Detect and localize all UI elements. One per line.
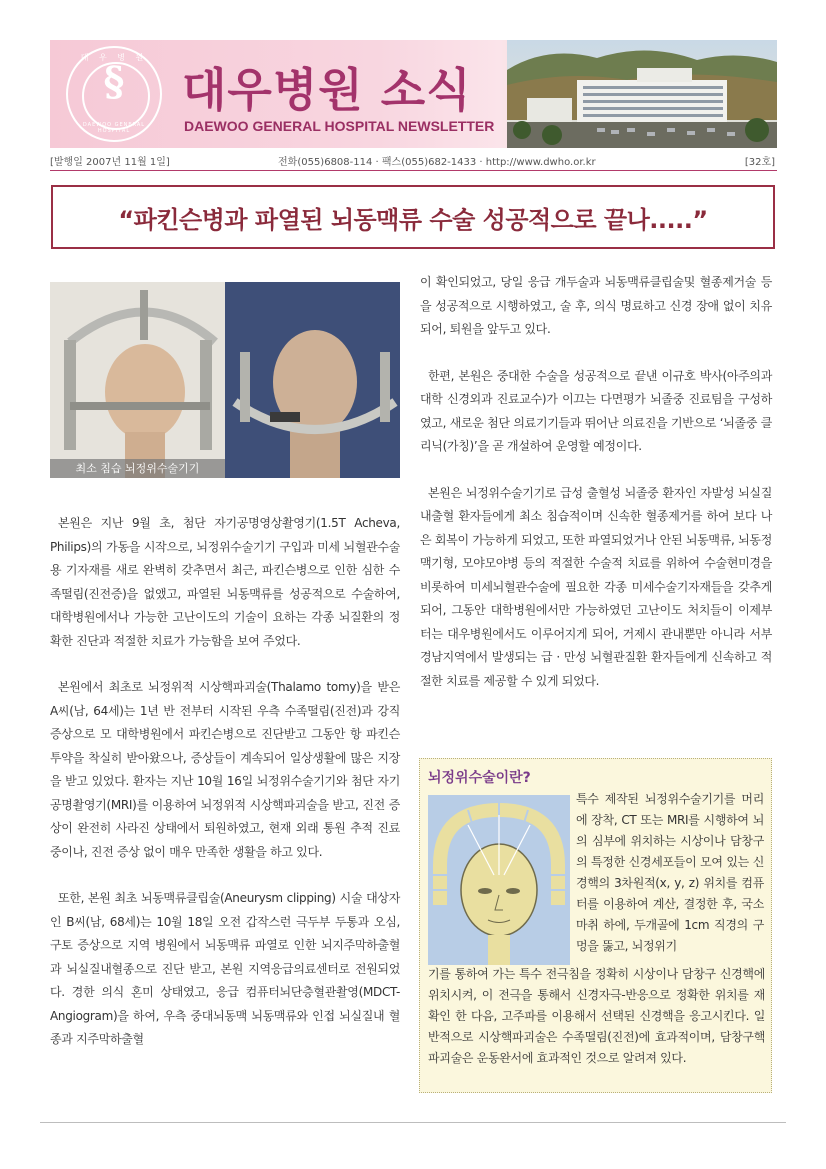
stereotactic-head-diagram bbox=[428, 795, 570, 965]
article-paragraph: 본원에서 최초로 뇌정위적 시상핵파괴술(Thalamo tomy)을 받은 A씨(남, 64세)는 1년 반 전부터 시작된 우측 수족떨림(진전)과 강직증상으로 모 대학병원에서 파킨슨병으로 진단받고 그동안 항 파킨슨 투약을 착실히 받아왔으나, 증상들이 계속되어 일상생활에 많은 지장을 받고 있었다. 환자는 지난 10월 16일 뇌정위수술기기와 첨단 자기공명촬영기(MRI)를 이용하여 뇌정위적 시상핵파괴술을 받고, 진전 증상이 완전히 사라진 상태에서 퇴원하였고, 현재 외래 통원 추적 진료 중이나, 진전 증상 없이 매우 만족한 생활을 하고 있다. bbox=[50, 680, 400, 859]
issue-date: [발행일 2007년 11월 1일] bbox=[50, 157, 170, 168]
article-paragraph: 이 확인되었고, 당일 응급 개두술과 뇌동맥류클립술및 혈종제거술 등을 성공적으로 시행하였고, 술 후, 의식 명료하고 신경 장애 없이 치유되어, 퇴원을 앞두고 있다. bbox=[420, 275, 772, 336]
article-paragraph: 본원은 뇌정위수술기기로 급성 출혈성 뇌졸중 환자인 자발성 뇌실질내출혈 환자들에게 최소 침습적이며 신속한 혈종제거를 하여 보다 나은 회복이 가능하게 되었고, 또한 파열되었거나 안된 뇌동맥류, 뇌동정맥기형, 모야모야병 등의 적절한 수술적 치료를 위하여 수술현미경을 비롯하여 미세뇌혈관수술에 필요한 각종 미세수술기자재들을 갖추게 되어, 그동안 대학병원에서만 가능하였던 고난이도 처치들이 이제부터는 대우병원에서도 이루어지게 되어, 거제시 관내뿐만 아니라 서부경남지역에서 발생되는 급 · 만성 뇌혈관질환 환자들에게 신속하고 적절한 치료를 제공할 수 있게 되었다. bbox=[420, 485, 772, 688]
stereotactic-surgery-info-box bbox=[419, 758, 772, 1093]
hospital-logo bbox=[66, 46, 162, 142]
info-box-text-full: 기를 통하여 가는 특수 전극침을 정확히 시상이나 담창구 신경핵에 위치시켜, 이 전극을 통해서 신경자극-반응으로 정확한 위치를 재확인 한 다음, 고주파를 이용해서 선택된 신경핵을 응고시킨다. 일반적으로 시상핵파괴술은 수족떨림(진전)에 효과적이며, 담창구핵파괴술은 운동완서에 효과적인 것으로 알려져 있다. bbox=[428, 967, 765, 1065]
article-left-column bbox=[50, 512, 400, 1075]
headline-box bbox=[51, 185, 775, 249]
article-paragraph: 또한, 본원 최초 뇌동맥류클립술(Aneurysm clipping) 시술 대상자인 B씨(남, 68세)는 10월 18일 오전 갑작스런 극두부 두통과 오심, 구토 증상으로 지역 병원에서 뇌동맥류 파열로 인한 뇌지주막하출혈과 뇌실질내혈종으로 진단 받고, 본원 지역응급의료센터로 전원되었다. 경한 의식 혼미 상태였고, 응급 컴퓨터뇌단층혈관촬영(MDCT-Angiogram)을 하여, 우측 중대뇌동맥 뇌동맥류와 인접 뇌실질내 혈종과 지주막하출혈 bbox=[50, 891, 400, 1046]
footer-divider bbox=[40, 1122, 786, 1123]
article-right-column bbox=[420, 271, 772, 716]
headline-text: “파킨슨병과 파열된 뇌동맥류 수술 성공적으로 끝나.....” bbox=[118, 205, 708, 234]
header-divider bbox=[50, 170, 777, 171]
stereotactic-device-photo bbox=[50, 282, 400, 478]
photo-caption: 최소 침습 뇌정위수술기기 bbox=[50, 459, 225, 478]
logo-bottom-text: DAEWOO GENERAL HOSPITAL bbox=[82, 122, 146, 134]
info-box-title: 뇌정위수술이란? bbox=[428, 770, 531, 786]
info-box-text-side: 특수 제작된 뇌정위수술기기를 머리에 장착, CT 또는 MRI를 시행하여 뇌의 심부에 위치하는 시상이나 담창구의 특정한 신경세포들이 모여 있는 신경핵의 3차원적(x, y, z) 위치를 컴퓨터를 이용하여 계산, 결정한 후, 국소마취 하에, 두개골에 1cm 직경의 구멍을 뚫고, 뇌정위기 bbox=[576, 792, 764, 953]
logo-top-text: 대 우 병 원 bbox=[80, 53, 148, 62]
logo-mark-icon: § bbox=[103, 58, 125, 105]
hospital-building-photo bbox=[507, 40, 777, 148]
newsletter-subtitle: DAEWOO GENERAL HOSPITAL NEWSLETTER bbox=[184, 118, 495, 134]
issue-number: [32호] bbox=[744, 157, 775, 168]
issue-info-bar bbox=[50, 153, 777, 169]
newsletter-header bbox=[50, 40, 777, 148]
article-paragraph: 본원은 지난 9월 초, 첨단 자기공명영상촬영기(1.5T Acheva, Philips)의 가동을 시작으로, 뇌정위수술기기 구입과 미세 뇌혈관수술용 기자재를 새로 완벽히 갖추면서 최근, 파킨슨병으로 인한 심한 수족떨림(진전증)을 없앴고, 파열된 뇌동맥류를 성공적으로 수술하여, 대학병원에서나 가능한 고난이도의 기술이 요하는 각종 뇌질환의 정확한 진단과 적절한 치료가 가능함을 보여 주었다. bbox=[50, 516, 400, 648]
contact-info: 전화(055)6808-114 · 팩스(055)682-1433 · http://www.dwho.or.kr bbox=[278, 157, 596, 168]
article-paragraph: 한편, 본원은 중대한 수술을 성공적으로 끝낸 이규호 박사(아주의과대학 신경외과 진료교수)가 이끄는 다면평가 뇌졸중 진료팀을 구성하였고, 새로운 첨단 의료기기들과 뛰어난 의료진을 기반으로 ‘뇌졸중 클리닉(가칭)’을 곧 개설하여 운영할 예정이다. bbox=[420, 368, 772, 453]
newsletter-title: 대우병원 소식 bbox=[182, 63, 472, 117]
